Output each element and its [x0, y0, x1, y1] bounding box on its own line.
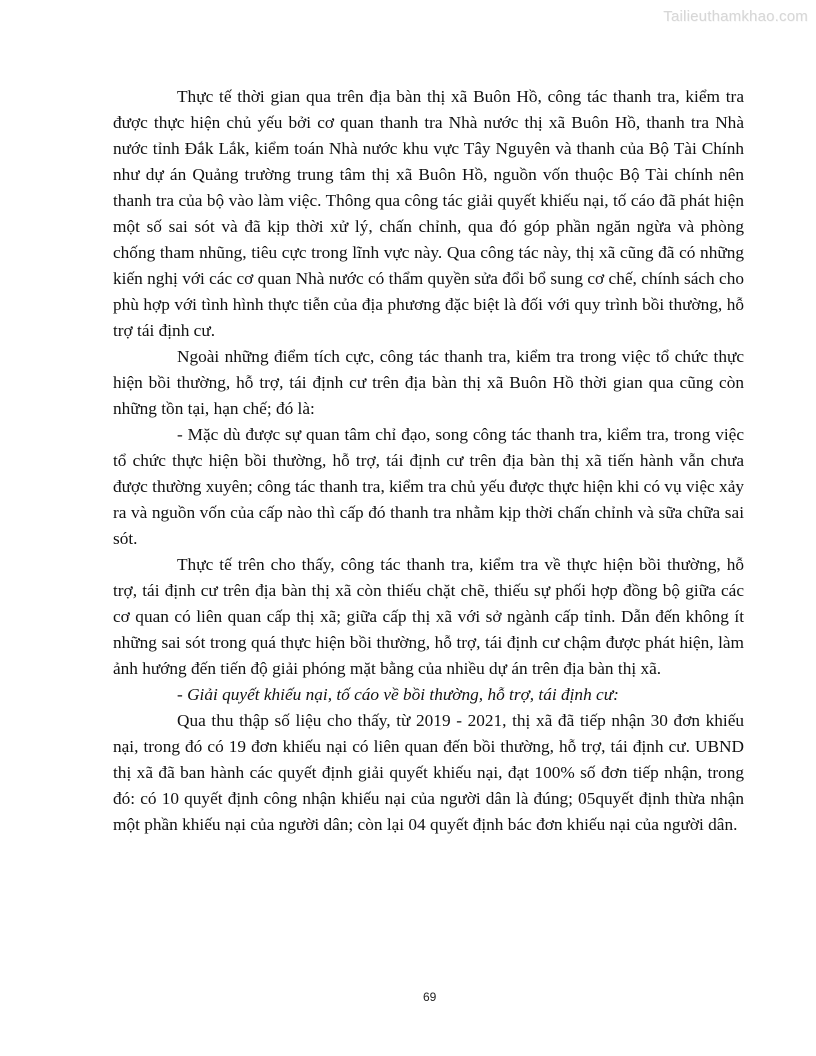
paragraph-limitations-intro: Ngoài những điểm tích cực, công tác thanh tra, kiểm tra trong việc tổ chức thực hiện bồi thường, hỗ trợ, tái định cư trên địa bàn thị xã Buôn Hồ thời gian qua cũng còn những tồn tại, hạn chế; đó là:	[113, 347, 744, 418]
paragraph-complaint-heading: - Giải quyết khiếu nại, tố cáo về bồi thường, hỗ trợ, tái định cư:	[177, 685, 619, 704]
watermark: Tailieuthamkhao.com	[663, 8, 808, 25]
document-body	[113, 84, 744, 838]
paragraph-limitation-item: - Mặc dù được sự quan tâm chỉ đạo, song công tác thanh tra, kiểm tra, trong việc tổ chức thực hiện bồi thường, hỗ trợ, tái định cư trên địa bàn thị xã tiến hành vẫn chưa được thường xuyên; công tác thanh tra, kiểm tra chủ yếu được thực hiện khi có vụ việc xảy ra và nguồn vốn của cấp nào thì cấp đó thanh tra nhằm kịp thời chấn chỉnh và sữa chữa sai sót.	[113, 425, 744, 548]
page-number: 69	[423, 990, 437, 1004]
paragraph-inspection-overview: Thực tế thời gian qua trên địa bàn thị xã Buôn Hồ, công tác thanh tra, kiểm tra được thực hiện chủ yếu bởi cơ quan thanh tra Nhà nước thị xã Buôn Hồ, thanh tra Nhà nước tỉnh Đắk Lắk, kiểm toán Nhà nước khu vực Tây Nguyên và thanh của Bộ Tài Chính như dự án Quảng trường trung tâm thị xã Buôn Hồ, nguồn vốn thuộc Bộ Tài chính nên thanh tra của bộ vào làm việc. Thông qua công tác giải quyết khiếu nại, tố cáo đã phát hiện một số sai sót và đã kịp thời xử lý, chấn chỉnh, qua đó góp phần ngăn ngừa và phòng chống tham nhũng, tiêu cực trong lĩnh vực này. Qua công tác này, thị xã cũng đã có những kiến nghị với các cơ quan Nhà nước có thẩm quyền sửa đổi bổ sung cơ chế, chính sách cho phù hợp với tình hình thực tiễn của địa phương đặc biệt là đối với quy trình bồi thường, hỗ trợ tái định cư.	[113, 87, 744, 340]
paragraph-assessment: Thực tế trên cho thấy, công tác thanh tra, kiểm tra về thực hiện bồi thường, hỗ trợ, tái định cư trên địa bàn thị xã còn thiếu chặt chẽ, thiếu sự phối hợp đồng bộ giữa các cơ quan có liên quan cấp thị xã; giữa cấp thị xã với sở ngành cấp tỉnh. Dẫn đến không ít những sai sót trong quá thực hiện bồi thường, hỗ trợ, tái định cư chậm được phát hiện, làm ảnh hướng đến tiến độ giải phóng mặt bằng của nhiều dự án trên địa bàn thị xã.	[113, 555, 744, 678]
paragraph-complaint-statistics: Qua thu thập số liệu cho thấy, từ 2019 - 2021, thị xã đã tiếp nhận 30 đơn khiếu nại, trong đó có 19 đơn khiếu nại có liên quan đến bồi thường, hỗ trợ, tái định cư. UBND thị xã đã ban hành các quyết định giải quyết khiếu nại, đạt 100% số đơn tiếp nhận, trong đó: có 10 quyết định công nhận khiếu nại của người dân là đúng; 05quyết định thừa nhận một phần khiếu nại của người dân; còn lại 04 quyết định bác đơn khiếu nại của người dân.	[113, 711, 744, 834]
